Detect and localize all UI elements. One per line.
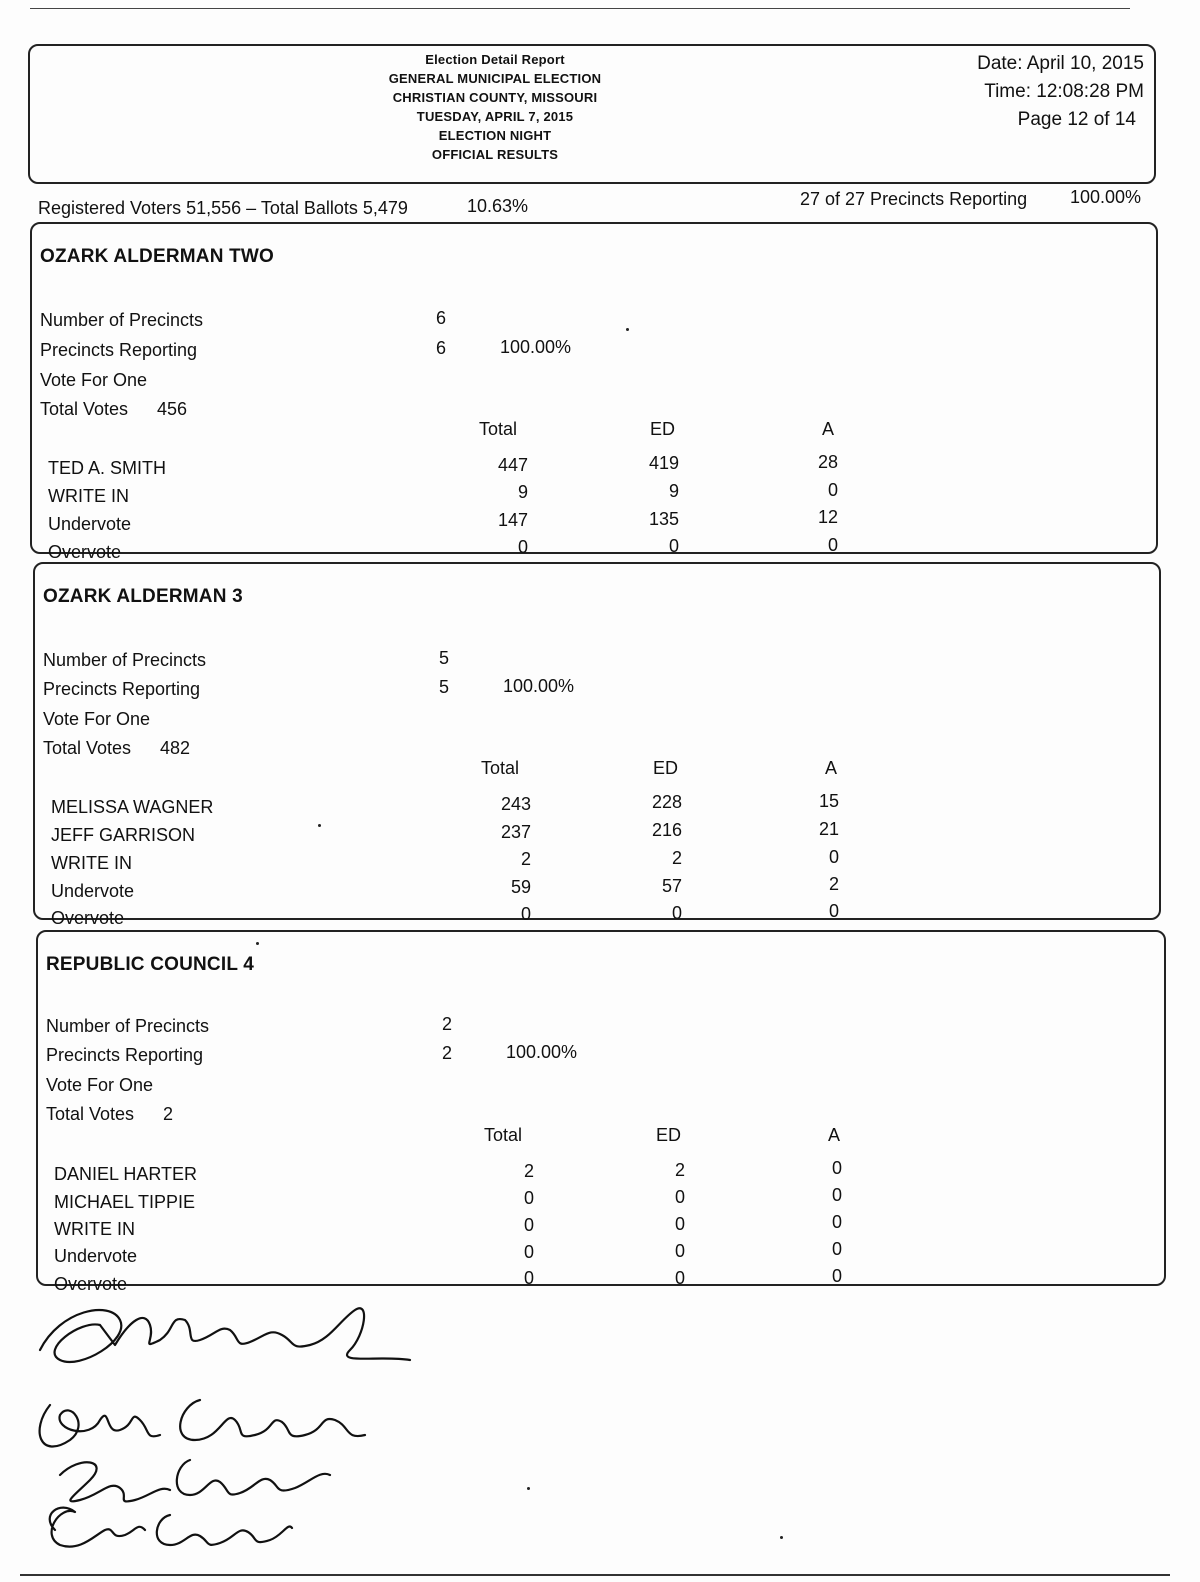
candidate-a: 0 <box>827 480 838 500</box>
contest-title: REPUBLIC COUNCIL 4 <box>46 954 255 975</box>
candidate-a: 2 <box>828 874 839 894</box>
candidate-name: MICHAEL TIPPIE <box>54 1192 196 1212</box>
num-precincts-label: Number of Precincts <box>46 1016 210 1036</box>
candidate-total: 237 <box>500 822 531 842</box>
candidate-ed: 0 <box>674 1187 685 1207</box>
signature-1 <box>40 1308 410 1362</box>
candidate-name: Undervote <box>51 881 135 901</box>
signatures <box>20 1290 460 1570</box>
col-total-header: Total <box>484 1125 523 1145</box>
scan-speck <box>527 1487 530 1490</box>
reporting-percent: 100.00% <box>506 1042 578 1062</box>
candidate-total: 0 <box>523 1242 534 1262</box>
election-name: GENERAL MUNICIPAL ELECTION <box>388 71 602 86</box>
scan-speck <box>318 824 321 827</box>
top-rule <box>30 8 1130 9</box>
report-date: Date: April 10, 2015 <box>977 53 1144 74</box>
candidate-total: 147 <box>497 510 528 530</box>
candidate-ed: 57 <box>661 876 682 896</box>
candidate-total: 9 <box>517 482 528 502</box>
candidate-a: 0 <box>831 1185 842 1205</box>
candidate-name: WRITE IN <box>48 486 129 506</box>
candidate-total: 0 <box>520 904 531 924</box>
report-meta <box>977 50 1144 134</box>
county-name: CHRISTIAN COUNTY, MISSOURI <box>392 90 598 105</box>
contest-ozark-alderman-two <box>30 222 1158 562</box>
election-date: TUESDAY, APRIL 7, 2015 <box>416 109 574 124</box>
contest-title: OZARK ALDERMAN 3 <box>43 586 243 607</box>
precincts-reporting-label: Precincts Reporting <box>40 340 198 360</box>
report-header <box>28 44 1156 184</box>
candidate-a: 0 <box>828 847 839 867</box>
col-ed-header: ED <box>650 419 676 439</box>
col-total-header: Total <box>479 419 518 439</box>
vote-for-label: Vote For One <box>46 1075 154 1095</box>
total-votes-value: 2 <box>163 1104 174 1124</box>
candidate-ed: 0 <box>674 1241 685 1261</box>
candidate-a: 0 <box>831 1239 842 1259</box>
scan-speck <box>780 1536 783 1539</box>
precincts-reporting-value: 5 <box>439 677 450 697</box>
candidate-a: 0 <box>831 1212 842 1232</box>
total-votes-label: Total Votes <box>40 399 129 419</box>
reporting-percent: 100.00% <box>500 337 572 357</box>
scan-speck <box>256 942 259 945</box>
vote-for-label: Vote For One <box>40 370 148 390</box>
candidate-total: 447 <box>497 455 528 475</box>
candidate-total: 0 <box>523 1188 534 1208</box>
candidate-ed: 2 <box>674 1160 685 1180</box>
num-precincts-value: 6 <box>436 308 447 328</box>
num-precincts-value: 2 <box>442 1014 453 1034</box>
num-precincts-value: 5 <box>439 648 450 668</box>
candidate-name: WRITE IN <box>54 1219 135 1239</box>
total-votes-value: 482 <box>160 738 191 758</box>
contest-republic-council-4 <box>36 930 1166 1294</box>
candidate-total: 2 <box>520 849 531 869</box>
candidate-total: 0 <box>517 537 528 557</box>
signature-2 <box>40 1400 365 1447</box>
candidate-a: 12 <box>817 507 838 527</box>
candidate-name: DANIEL HARTER <box>54 1164 198 1184</box>
candidate-name: Undervote <box>54 1246 138 1266</box>
signature-3 <box>60 1460 330 1501</box>
candidate-name: TED A. SMITH <box>48 458 167 478</box>
reporting-percent: 100.00% <box>503 676 575 696</box>
candidate-total: 0 <box>523 1215 534 1235</box>
candidate-total: 0 <box>523 1268 534 1288</box>
candidate-name: MELISSA WAGNER <box>51 797 214 817</box>
candidate-ed: 419 <box>648 453 679 473</box>
col-total-header: Total <box>481 758 520 778</box>
candidate-name: Overvote <box>54 1274 128 1294</box>
total-votes-label: Total Votes <box>46 1104 135 1124</box>
report-title-block <box>330 50 660 164</box>
candidate-ed: 0 <box>671 903 682 923</box>
candidate-ed: 0 <box>668 536 679 556</box>
candidate-a: 15 <box>818 791 839 811</box>
candidate-ed: 2 <box>671 848 682 868</box>
num-precincts-label: Number of Precincts <box>43 650 207 670</box>
precincts-reporting-value: 6 <box>436 338 447 358</box>
candidate-a: 0 <box>831 1266 842 1286</box>
candidate-a: 0 <box>828 901 839 921</box>
precincts-reporting-value: 2 <box>442 1043 453 1063</box>
scan-speck <box>626 328 629 331</box>
precincts-reporting-label: Precincts Reporting <box>43 679 201 699</box>
contest-title: OZARK ALDERMAN TWO <box>40 246 275 267</box>
report-time: Time: 12:08:28 PM <box>984 81 1144 102</box>
candidate-a: 0 <box>831 1158 842 1178</box>
candidate-total: 2 <box>523 1161 534 1181</box>
page-number: Page 12 of 14 <box>1017 109 1136 130</box>
candidate-ed: 0 <box>674 1214 685 1234</box>
candidate-name: Overvote <box>48 542 122 562</box>
col-ed-header: ED <box>656 1125 682 1145</box>
candidate-a: 28 <box>817 452 838 472</box>
total-votes-value: 456 <box>157 399 188 419</box>
candidate-a: 0 <box>827 535 838 555</box>
candidate-ed: 228 <box>651 792 682 812</box>
num-precincts-label: Number of Precincts <box>40 310 204 330</box>
candidate-name: Overvote <box>51 908 125 928</box>
turnout-percent: 10.63% <box>467 196 529 216</box>
candidate-ed: 216 <box>651 820 682 840</box>
candidate-total: 243 <box>500 794 531 814</box>
col-ed-header: ED <box>653 758 679 778</box>
col-a-header: A <box>828 1125 841 1145</box>
report-title: Election Detail Report <box>425 52 565 67</box>
candidate-name: Undervote <box>48 514 132 534</box>
candidate-ed: 0 <box>674 1268 685 1288</box>
col-a-header: A <box>825 758 838 778</box>
total-votes-label: Total Votes <box>43 738 132 758</box>
contest-ozark-alderman-3 <box>33 562 1161 928</box>
vote-for-label: Vote For One <box>43 709 151 729</box>
col-a-header: A <box>822 419 835 439</box>
signature-4 <box>50 1508 292 1547</box>
registered-voters: Registered Voters 51,556 – Total Ballots 5,479 <box>38 198 408 218</box>
report-type: ELECTION NIGHT <box>438 128 552 143</box>
candidate-a: 21 <box>818 819 839 839</box>
results-status: OFFICIAL RESULTS <box>431 147 559 162</box>
candidate-name: JEFF GARRISON <box>51 825 196 845</box>
precincts-reporting-summary: 27 of 27 Precincts Reporting <box>800 189 1028 209</box>
precincts-reporting-label: Precincts Reporting <box>46 1045 204 1065</box>
bottom-rule <box>20 1574 1170 1576</box>
precincts-reporting-percent: 100.00% <box>1070 187 1142 207</box>
candidate-ed: 135 <box>648 509 679 529</box>
candidate-ed: 9 <box>668 481 679 501</box>
candidate-name: WRITE IN <box>51 853 132 873</box>
candidate-total: 59 <box>510 877 531 897</box>
signature-scribbles <box>20 1290 460 1570</box>
